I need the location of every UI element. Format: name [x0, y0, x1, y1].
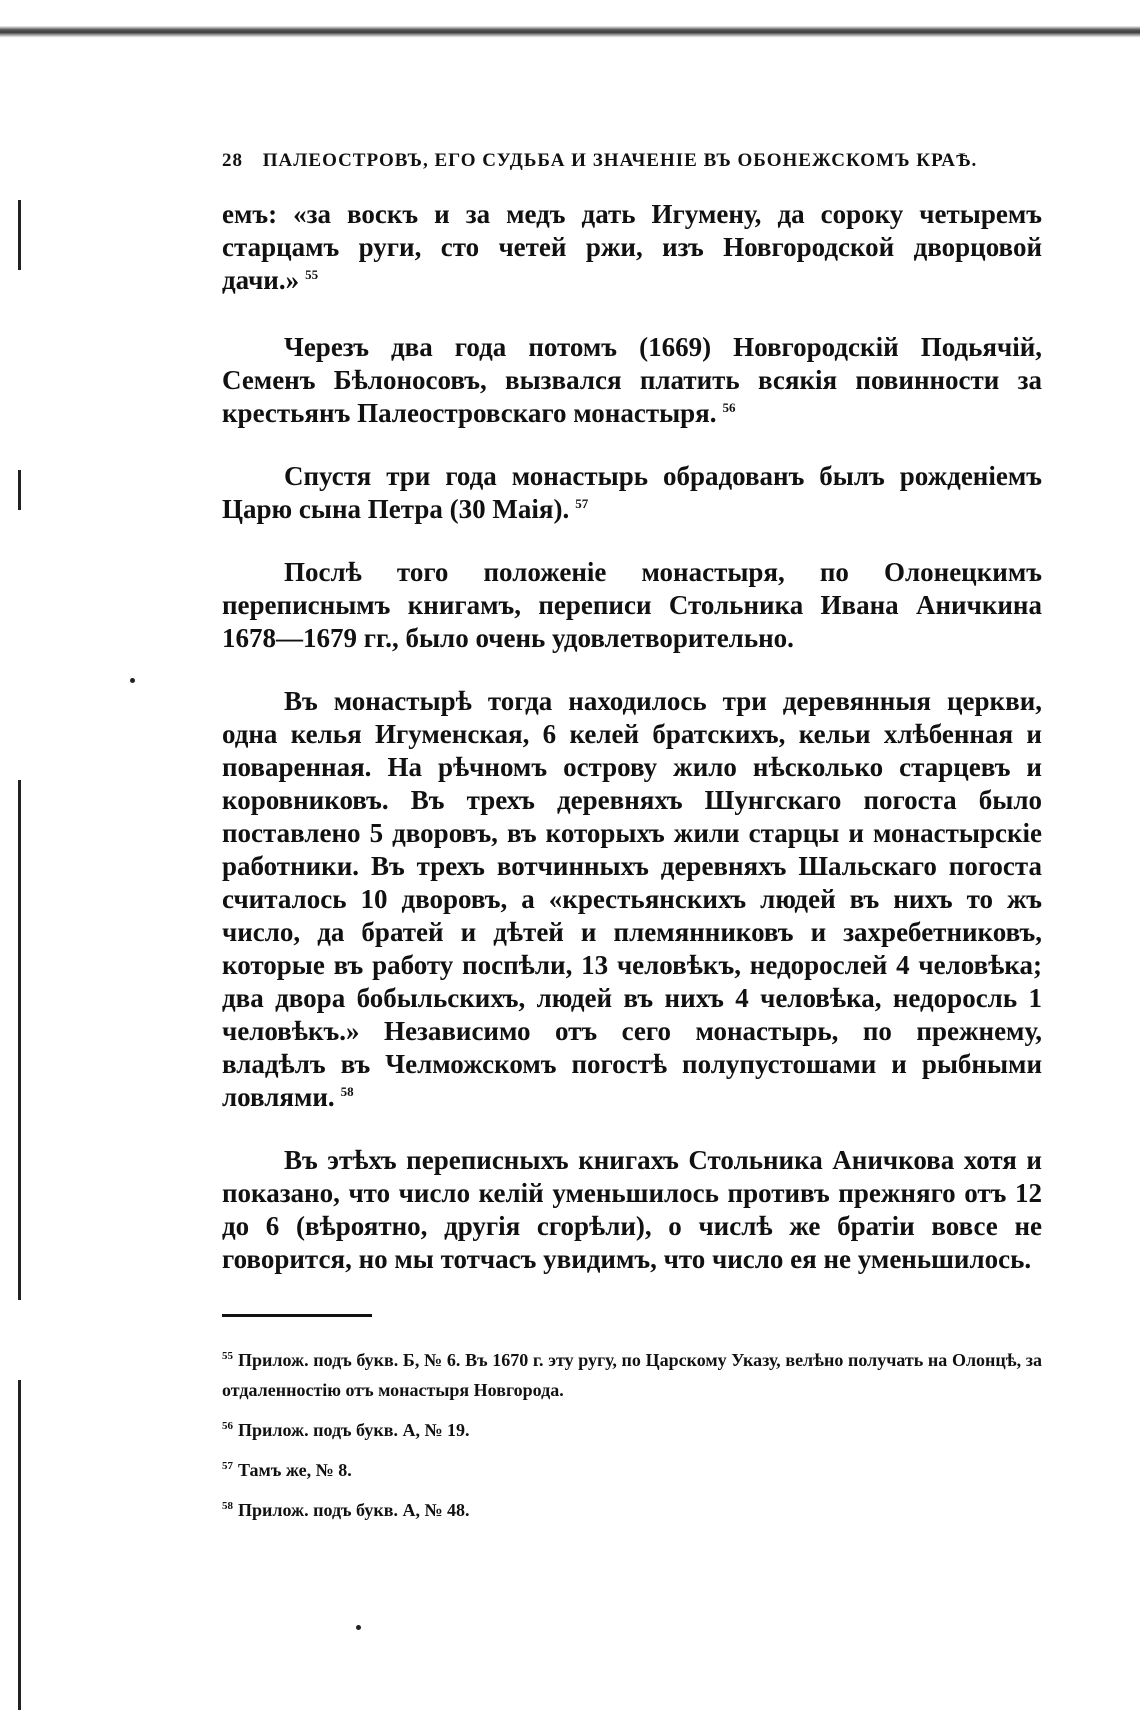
paragraph-text: емъ: «за воскъ и за медъ дать Игумену, да сороку четыремъ старцамъ руги, сто четей ржи, изъ Новгородской дворцовой дачи.» [222, 199, 1042, 295]
footnote-ref[interactable]: 55 [305, 267, 319, 282]
footnote-divider [222, 1314, 372, 1317]
footnote [222, 1345, 1042, 1405]
paragraph [222, 556, 1042, 655]
scan-speck [130, 678, 135, 683]
scan-margin-mark [18, 780, 21, 1300]
scan-margin-mark [18, 200, 21, 270]
footnote [222, 1495, 1042, 1525]
footnote-number: 56 [222, 1420, 233, 1432]
footnote [222, 1455, 1042, 1485]
footnote-number: 57 [222, 1460, 233, 1472]
footnote-text: Прилож. подъ букв. Б, № 6. Въ 1670 г. эту ругу, по Царскому Указу, велѣно получать на Олонцѣ, за отдаленностію отъ монастыря Новгорода. [222, 1350, 1042, 1400]
paragraph [222, 685, 1042, 1114]
scan-margin-mark [18, 470, 21, 510]
paragraph-text: Спустя три года монастырь обрадованъ былъ рожденіемъ Царю сына Петра (30 Маія). [222, 461, 1042, 524]
paragraph [222, 1144, 1042, 1276]
paragraph [222, 331, 1042, 430]
paragraph [222, 460, 1042, 526]
running-head [222, 150, 1042, 172]
footnote-text: Прилож. подъ букв. А, № 48. [238, 1500, 470, 1520]
paragraph-text: Черезъ два года потомъ (1669) Новгородскій Подьячій, Семенъ Бѣлоносовъ, вызвался платить всякія повинности за крестьянъ Палеостровскаго монастыря. [222, 332, 1042, 428]
running-title: ПАЛЕОСТРОВЪ, ЕГО СУДЬБА И ЗНАЧЕНІЕ ВЪ ОБОНЕЖСКОМЪ КРАѢ. [262, 150, 978, 171]
footnote-ref[interactable]: 56 [722, 400, 736, 415]
footnote-ref[interactable]: 57 [575, 496, 589, 511]
scan-speck [356, 1625, 361, 1630]
book-page [222, 150, 1042, 1535]
footnote-ref[interactable]: 58 [340, 1084, 354, 1099]
scan-margin-mark [18, 1380, 21, 1710]
footnote [222, 1415, 1042, 1445]
paragraph-text: Въ этѣхъ переписныхъ книгахъ Стольника Аничкова хотя и показано, что число келій уменьшилось противъ прежняго отъ 12 до 6 (вѣроятно, другія сгорѣли), о числѣ же братіи вовсе не говорится, но мы тотчасъ увидимъ, что число ея не уменьшилось. [222, 1145, 1042, 1274]
footnote-number: 55 [222, 1350, 233, 1362]
footnote-text: Прилож. подъ букв. А, № 19. [238, 1420, 470, 1440]
paragraph [222, 198, 1042, 297]
paragraph-text: Послѣ того положеніе монастыря, по Олонецкимъ переписнымъ книгамъ, переписи Стольника Ивана Аничкина 1678—1679 гг., было очень удовлетворительно. [222, 557, 1042, 653]
paragraph-text: Въ монастырѣ тогда находилось три деревянныя церкви, одна келья Игуменская, 6 келей братскихъ, кельи хлѣбенная и поваренная. На рѣчномъ острову жило нѣсколько старцевъ и коровниковъ. Въ трехъ деревняхъ Шунгскаго погоста было поставлено 5 дворовъ, въ которыхъ жили старцы и монастырскіе работники. Въ трехъ вотчинныхъ деревняхъ Шальскаго погоста считалось 10 дворовъ, а «крестьянскихъ людей въ нихъ то жъ число, да братей и дѣтей и племянниковъ и захребетниковъ, которые въ работу поспѣли, 13 человѣкъ, недорослей 4 человѣка; два двора бобыльскихъ, людей въ нихъ 4 человѣка, недоросль 1 человѣкъ.» Независимо отъ сего монастырь, по прежнему, владѣлъ въ Челможскомъ погостѣ полупустошами и рыбными ловлями. [222, 686, 1042, 1112]
footnote-number: 58 [222, 1500, 233, 1512]
scan-top-edge [0, 18, 1140, 44]
footnote-text: Тамъ же, № 8. [238, 1460, 352, 1480]
page-number: 28 [222, 150, 243, 171]
